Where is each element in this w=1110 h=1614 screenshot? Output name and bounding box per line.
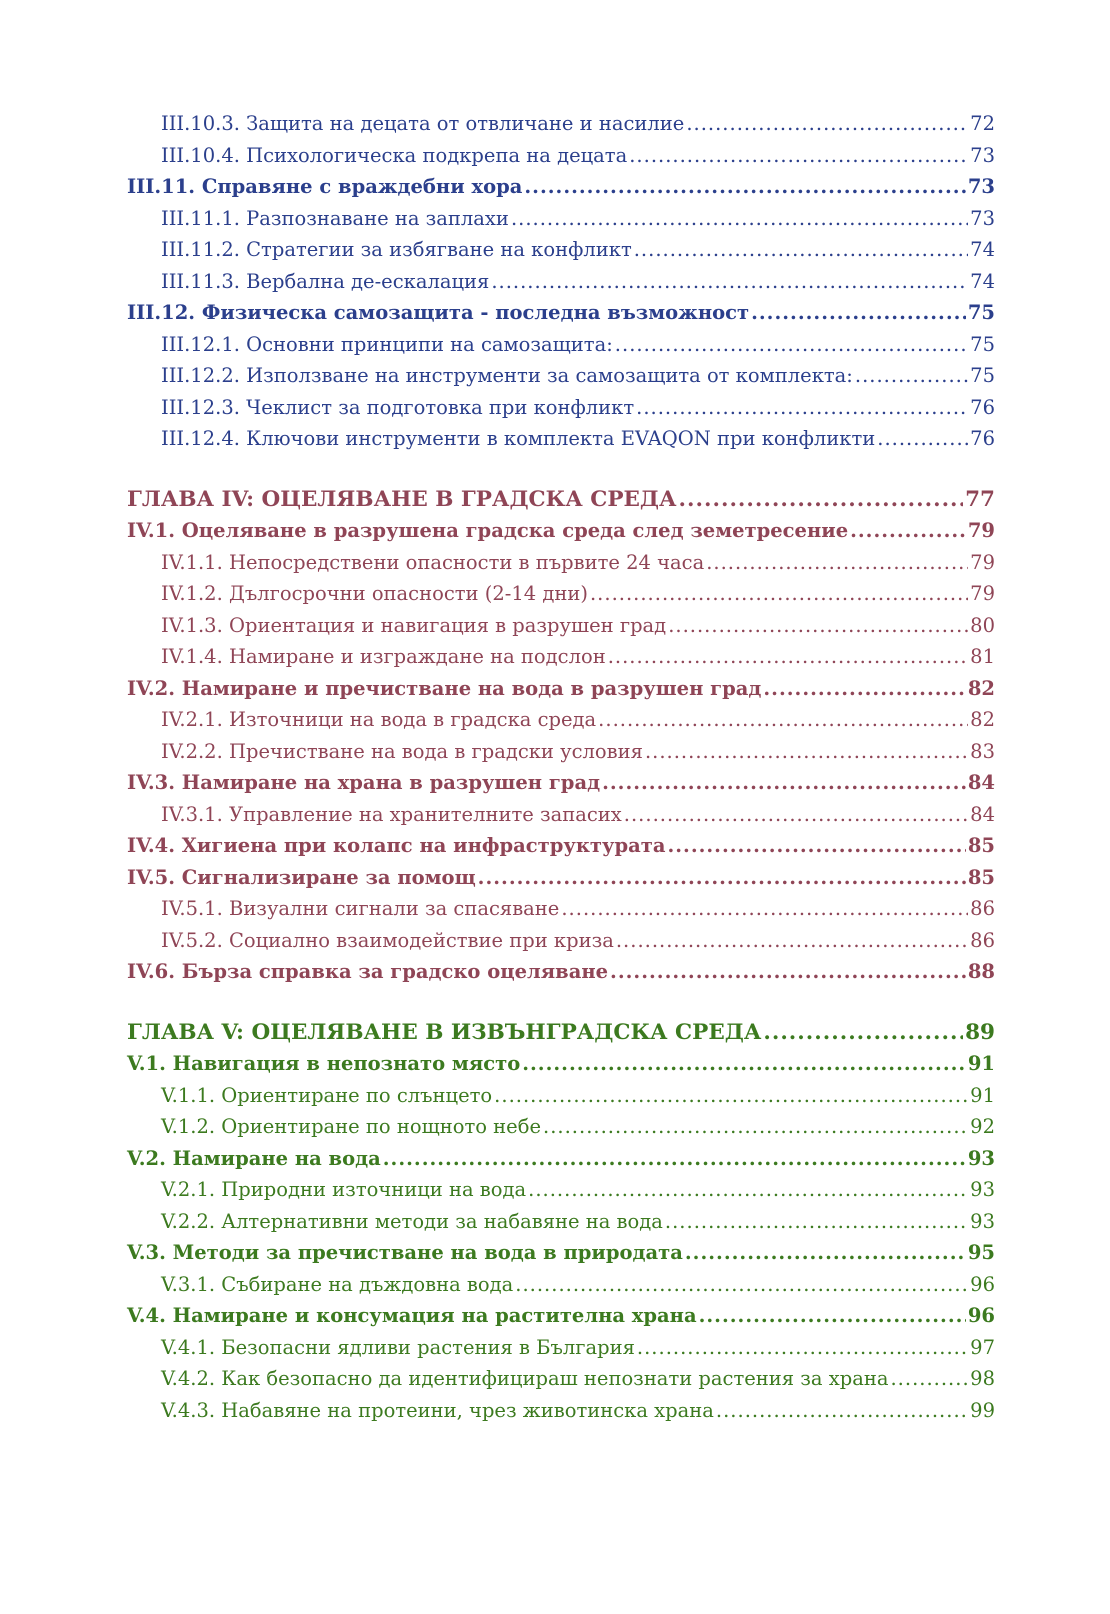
dot-leader: [751, 297, 966, 329]
toc-page-number: 76: [970, 427, 995, 450]
toc-entry-label: III.11.1. Разпознаване на заплахи: [161, 206, 509, 230]
dot-leader: [590, 578, 968, 610]
toc-page-number: 85: [967, 834, 995, 857]
dot-leader: [634, 234, 968, 266]
toc-page-number: 99: [970, 1398, 995, 1422]
toc-entry-v-1-2[interactable]: [127, 1111, 995, 1143]
toc-entry-iv-2-2[interactable]: [127, 736, 995, 768]
toc-entry-label: III.12.1. Основни принципи на самозащита:: [161, 332, 613, 356]
dot-leader: [608, 641, 968, 673]
toc-entry-label: V.4.1. Безопасни ядливи растения в България: [161, 1335, 635, 1359]
toc-page-number: 85: [967, 865, 995, 889]
toc-section-label: V.4. Намиране и консумация на растителна храна: [127, 1304, 697, 1327]
dot-leader: [645, 736, 968, 768]
toc-page-number: 77: [965, 486, 995, 512]
toc-section-iii-12[interactable]: [127, 297, 995, 329]
toc-page-number: 79: [967, 519, 995, 542]
dot-leader: [890, 1363, 968, 1395]
dot-leader: [763, 673, 965, 705]
dot-leader: [637, 1332, 968, 1364]
toc-page-number: 79: [970, 582, 995, 605]
toc-entry-label: III.11.3. Вербална де-ескалация: [161, 269, 490, 293]
toc-page-number: 74: [970, 269, 995, 293]
toc-page-number: 82: [970, 708, 995, 731]
toc-entry-iii-11-3[interactable]: [127, 266, 995, 298]
toc-page-number: 96: [970, 1272, 995, 1296]
toc-page-number: 84: [970, 802, 995, 826]
dot-leader: [598, 704, 968, 736]
toc-section-iv-5[interactable]: [127, 862, 995, 894]
dot-leader: [850, 515, 966, 547]
toc-section-label: III.11. Справяне с враждебни хора: [127, 175, 523, 198]
dot-leader: [685, 1237, 966, 1269]
toc-entry-label: III.10.3. Защита на децата от отвличане и насилие: [161, 112, 685, 135]
toc-entry-label: V.4.2. Как безопасно да идентифицираш непознати растения за храна: [161, 1367, 889, 1390]
toc-entry-iii-12-1[interactable]: [127, 329, 995, 361]
toc-entry-label: V.3.1. Събиране на дъждовна вода: [161, 1272, 514, 1296]
toc-entry-v-2-1[interactable]: [127, 1174, 995, 1206]
toc-entry-label: IV.1.2. Дългосрочни опасности (2-14 дни): [161, 582, 588, 605]
toc-entry-v-2-2[interactable]: [127, 1206, 995, 1238]
toc-section-iv-1[interactable]: [127, 515, 995, 547]
dot-leader: [679, 484, 964, 516]
dot-leader: [706, 547, 968, 579]
toc-page-number: 79: [970, 550, 995, 574]
toc-entry-label: IV.2.2. Пречистване на вода в градски условия: [161, 739, 643, 763]
dot-leader: [543, 1111, 968, 1143]
toc-section-v-1[interactable]: [127, 1048, 995, 1080]
toc-entry-label: III.10.4. Психологическа подкрепа на децата: [161, 143, 628, 167]
toc-entry-label: III.12.2. Използване на инструменти за самозащита от комплекта:: [161, 364, 853, 387]
toc-entry-iv-1-4[interactable]: [127, 641, 995, 673]
toc-entry-label: IV.1.1. Непосредствени опасности в първите 24 часа: [161, 550, 705, 574]
toc-section-label: III.12. Физическа самозащита - последна възможност: [127, 301, 750, 324]
toc-entry-label: III.12.3. Чеклист за подготовка при конфликт: [161, 395, 635, 419]
dot-leader: [665, 1206, 968, 1238]
toc-chapter-label: ГЛАВА IV: ОЦЕЛЯВАНЕ В ГРАДСКА СРЕДА: [127, 486, 677, 512]
table-of-contents: [127, 108, 995, 1426]
toc-entry-iii-11-1[interactable]: [127, 203, 995, 235]
toc-section-label: IV.3. Намиране на храна в разрушен град: [127, 771, 601, 794]
dot-leader: [528, 1174, 968, 1206]
dot-leader: [855, 360, 968, 392]
toc-page-number: 75: [970, 332, 995, 356]
dot-leader: [615, 329, 968, 361]
toc-entry-iii-12-2[interactable]: [127, 360, 995, 392]
toc-section-label: IV.4. Хигиена при колапс на инфраструктурата: [127, 834, 666, 857]
chapter-spacer: [127, 988, 995, 1017]
dot-leader: [561, 893, 968, 925]
toc-page-number: 86: [970, 897, 995, 920]
toc-section-iii-11[interactable]: [127, 171, 995, 203]
toc-page-number: 91: [967, 1052, 995, 1075]
dot-leader: [686, 108, 968, 140]
dot-leader: [668, 610, 968, 642]
dot-leader: [624, 799, 968, 831]
toc-page-number: 95: [967, 1241, 995, 1264]
dot-leader: [763, 1017, 963, 1049]
toc-section-label: IV.2. Намиране и пречистване на вода в разрушен град: [127, 676, 762, 700]
dot-leader: [629, 140, 968, 172]
toc-entry-label: IV.1.3. Ориентация и навигация в разрушен град: [161, 613, 667, 637]
toc-page-number: 73: [967, 175, 995, 198]
dot-leader: [716, 1395, 968, 1427]
toc-entry-label: IV.2.1. Източници на вода в градска среда: [161, 708, 597, 731]
toc-page-number: 75: [970, 364, 995, 387]
toc-page-number: 76: [970, 395, 995, 419]
toc-entry-iii-10-4[interactable]: [127, 140, 995, 172]
toc-entry-label: V.4.3. Набавяне на протеини, чрез животинска храна: [161, 1398, 714, 1422]
toc-entry-v-4-1[interactable]: [127, 1332, 995, 1364]
toc-page-number: 96: [967, 1304, 995, 1327]
toc-section-label: V.1. Навигация в непознато място: [127, 1052, 521, 1075]
toc-chapter-label: ГЛАВА V: ОЦЕЛЯВАНЕ В ИЗВЪНГРАДСКА СРЕДА: [127, 1019, 762, 1045]
dot-leader: [478, 862, 966, 894]
toc-page-number: 83: [970, 739, 995, 763]
toc-page-number: 92: [970, 1115, 995, 1138]
toc-entry-v-1-1[interactable]: [127, 1080, 995, 1112]
toc-page-number: 82: [967, 676, 995, 700]
toc-section-iv-4[interactable]: [127, 830, 995, 862]
toc-entry-v-4-2[interactable]: [127, 1363, 995, 1395]
toc-page-number: 72: [970, 112, 995, 135]
dot-leader: [616, 925, 968, 957]
toc-entry-iv-5-1[interactable]: [127, 893, 995, 925]
dot-leader: [522, 1048, 966, 1080]
toc-page-number: 74: [970, 238, 995, 261]
toc-chapter-v[interactable]: [127, 1017, 995, 1049]
toc-page-number: 91: [970, 1083, 995, 1107]
toc-entry-label: V.2.2. Алтернативни методи за набавяне на вода: [161, 1209, 663, 1233]
toc-page-number: 88: [967, 960, 995, 983]
toc-entry-iv-1-2[interactable]: [127, 578, 995, 610]
toc-page-number: 86: [970, 928, 995, 952]
toc-page-number: 73: [970, 206, 995, 230]
dot-leader: [699, 1300, 966, 1332]
toc-entry-label: IV.5.2. Социално взаимодействие при криза: [161, 928, 614, 952]
toc-chapter-iv[interactable]: [127, 484, 995, 516]
toc-page-number: 84: [967, 771, 995, 794]
dot-leader: [491, 266, 968, 298]
toc-page-number: 93: [967, 1146, 995, 1170]
toc-section-label: IV.6. Бърза справка за градско оцеляване: [127, 960, 609, 983]
toc-page-number: 93: [970, 1178, 995, 1201]
dot-leader: [494, 1080, 968, 1112]
toc-page-number: 75: [967, 301, 995, 324]
dot-leader: [383, 1143, 966, 1175]
toc-entry-v-4-3[interactable]: [127, 1395, 995, 1427]
toc-entry-iii-11-2[interactable]: [127, 234, 995, 266]
toc-entry-iv-3-1[interactable]: [127, 799, 995, 831]
dot-leader: [524, 171, 965, 203]
toc-entry-v-3-1[interactable]: [127, 1269, 995, 1301]
toc-page-number: 93: [970, 1209, 995, 1233]
toc-section-label: V.3. Методи за пречистване на вода в природата: [127, 1241, 683, 1264]
toc-entry-iii-10-3[interactable]: [127, 108, 995, 140]
dot-leader: [610, 956, 966, 988]
toc-entry-label: IV.1.4. Намиране и изграждане на подслон: [161, 645, 606, 668]
toc-section-iv-6[interactable]: [127, 956, 995, 988]
toc-entry-label: IV.5.1. Визуални сигнали за спасяване: [161, 897, 560, 920]
toc-entry-iv-1-3[interactable]: [127, 610, 995, 642]
toc-page-number: 97: [970, 1335, 995, 1359]
toc-entry-iv-5-2[interactable]: [127, 925, 995, 957]
toc-entry-iv-1-1[interactable]: [127, 547, 995, 579]
toc-page-number: 98: [970, 1367, 995, 1390]
toc-section-v-3[interactable]: [127, 1237, 995, 1269]
toc-section-iv-3[interactable]: [127, 767, 995, 799]
toc-page-number: 89: [965, 1019, 995, 1045]
toc-section-label: IV.1. Оцеляване в разрушена градска среда след земетресение: [127, 519, 849, 542]
toc-section-iv-2[interactable]: [127, 673, 995, 705]
toc-entry-iv-2-1[interactable]: [127, 704, 995, 736]
toc-entry-label: IV.3.1. Управление на хранителните запасих: [161, 802, 622, 826]
dot-leader: [515, 1269, 968, 1301]
toc-section-v-2[interactable]: [127, 1143, 995, 1175]
toc-entry-label: V.1.2. Ориентиране по нощното небе: [161, 1115, 541, 1138]
toc-page-number: 73: [970, 143, 995, 167]
toc-entry-iii-12-4[interactable]: [127, 423, 995, 455]
toc-entry-label: III.11.2. Стратегии за избягване на конфликт: [161, 238, 632, 261]
toc-entry-label: V.1.1. Ориентиране по слънцето: [161, 1083, 493, 1107]
toc-section-label: IV.5. Сигнализиране за помощ: [127, 865, 476, 889]
toc-page-number: 81: [970, 645, 995, 668]
toc-entry-iii-12-3[interactable]: [127, 392, 995, 424]
toc-section-v-4[interactable]: [127, 1300, 995, 1332]
dot-leader: [667, 830, 965, 862]
dot-leader: [602, 767, 966, 799]
toc-page-number: 80: [970, 613, 995, 637]
dot-leader: [511, 203, 968, 235]
dot-leader: [877, 423, 968, 455]
toc-entry-label: III.12.4. Ключови инструменти в комплекта EVAQON при конфликти: [161, 427, 876, 450]
chapter-spacer: [127, 455, 995, 484]
dot-leader: [636, 392, 968, 424]
toc-entry-label: V.2.1. Природни източници на вода: [161, 1178, 527, 1201]
toc-section-label: V.2. Намиране на вода: [127, 1146, 381, 1170]
